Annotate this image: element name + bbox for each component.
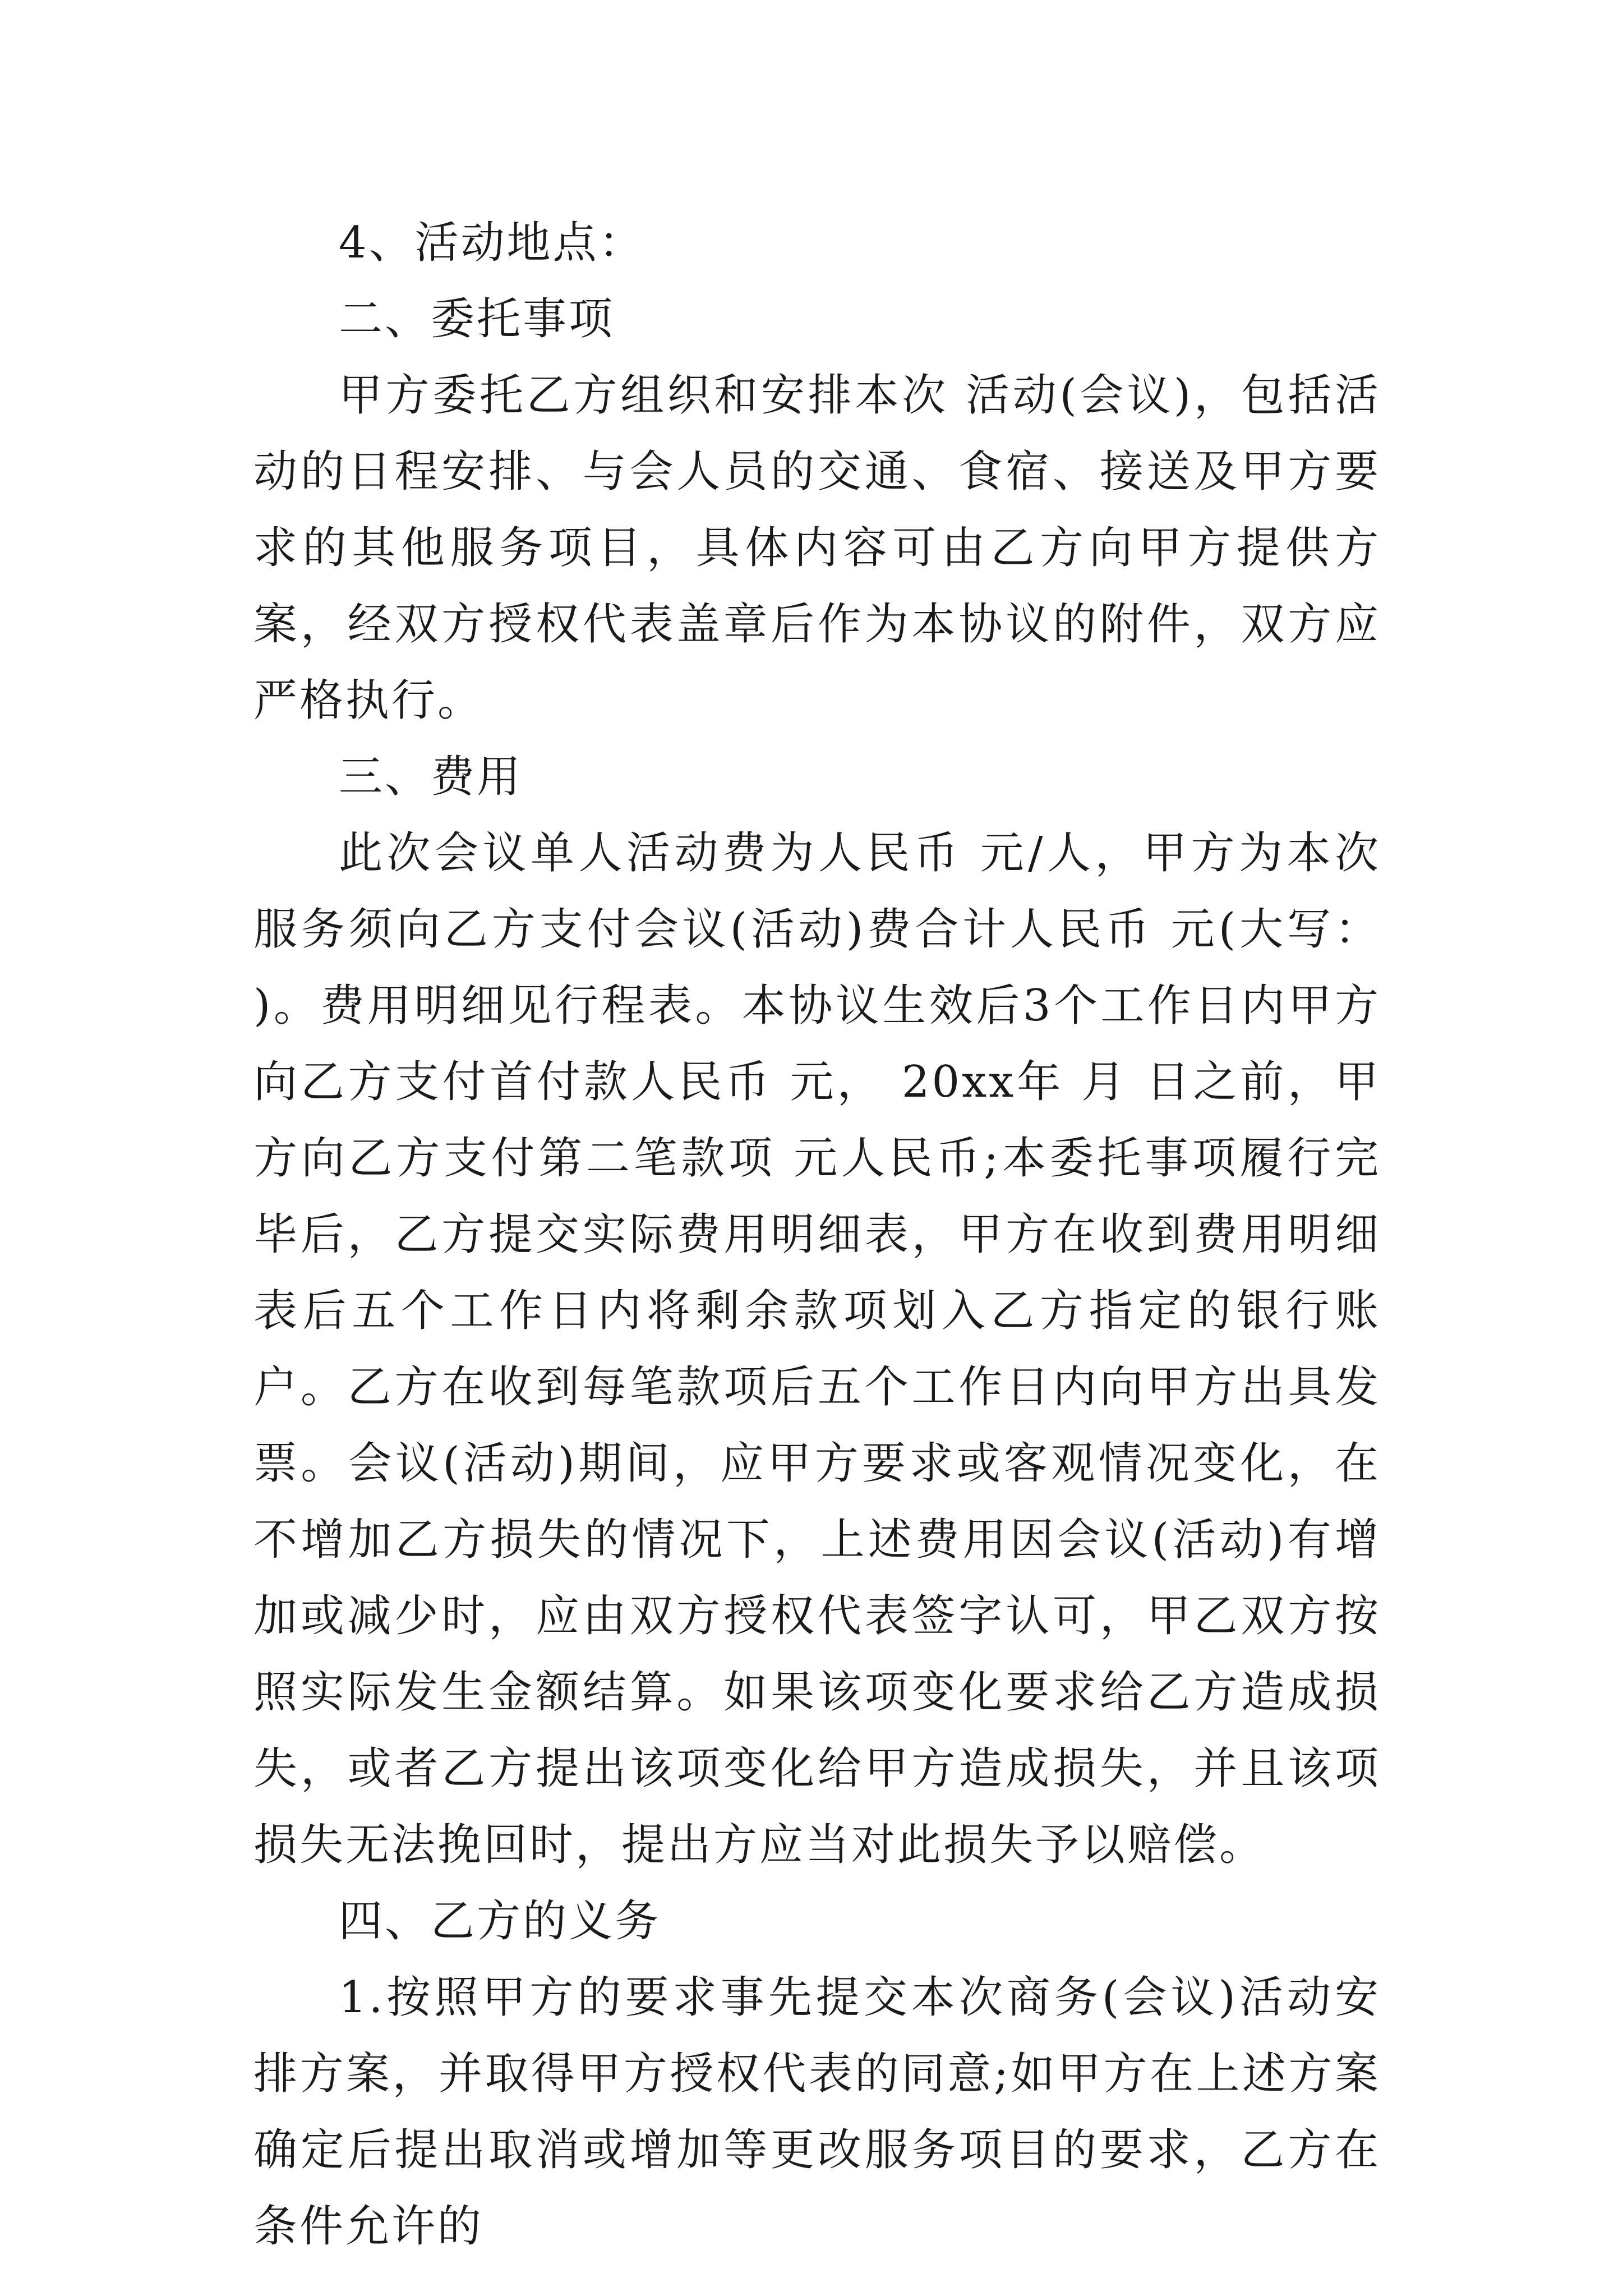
document-body [253,205,1381,2265]
section-heading-fees: 三、费用 [339,752,523,802]
paragraph-obligation-item-1: 1.按照甲方的要求事先提交本次商务(会议)活动安排方案，并取得甲方授权代表的同意;如甲方在上述方案确定后提出取消或增加等更改服务项目的要求，乙方在条件允许的 [253,1972,1381,2252]
paragraph-fees: 此次会议单人活动费为人民币 元/人，甲方为本次服务须向乙方支付会议(活动)费合计人民币 元(大写： )。费用明细见行程表。本协议生效后3个工作日内甲方向乙方支付首付款人民币 元， 20xx年 月 日之前，甲方向乙方支付第二笔款项 元人民币;本委托事项履行完毕后，乙方提交实际费用明细表，甲方在收到费用明细表后五个工作日内将剩余款项划入乙方指定的银行账户。乙方在收到每笔款项后五个工作日内向甲方出具发票。会议(活动)期间，应甲方要求或客观情况变化，在不增加乙方损失的情况下，上述费用因会议(活动)有增加或减少时，应由双方授权代表签字认可，甲乙双方按照实际发生金额结算。如果该项变化要求给乙方造成损失，或者乙方提出该项变化给甲方造成损失，并且该项损失无法挽回时，提出方应当对此损失予以赔偿。 [253,828,1381,1870]
section-heading-entrusted-matters: 二、委托事项 [339,294,615,344]
section-heading-party-b-obligations: 四、乙方的义务 [339,1896,661,1947]
paragraph-entrusted-matters: 甲方委托乙方组织和安排本次 活动(会议)，包括活动的日程安排、与会人员的交通、食宿、接送及甲方要求的其他服务项目，具体内容可由乙方向甲方提供方案，经双方授权代表盖章后作为本协议的附件，双方应严格执行。 [253,370,1381,726]
activity-location-line: 4、活动地点： [339,218,645,268]
